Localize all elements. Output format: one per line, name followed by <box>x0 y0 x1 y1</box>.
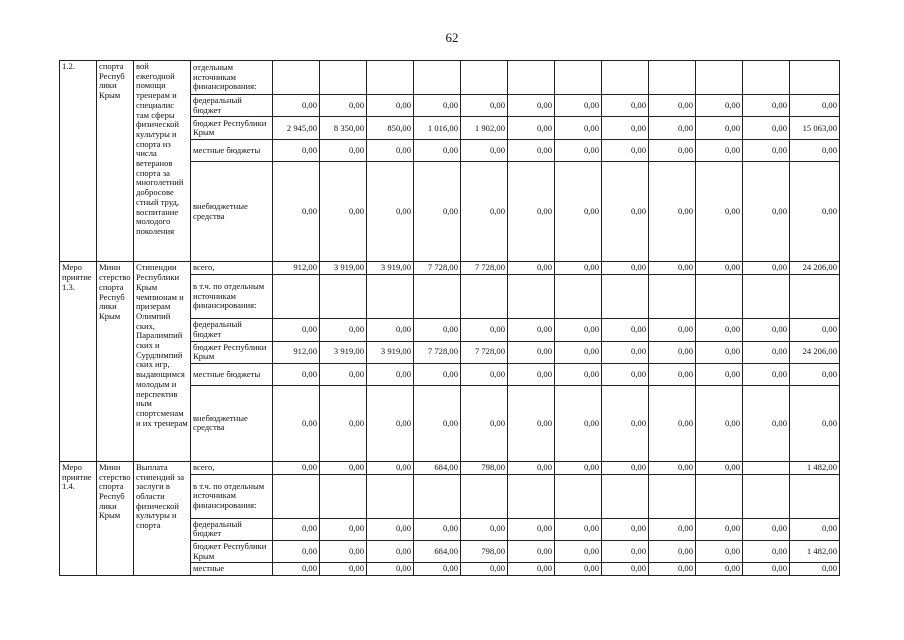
amount-cell: 0,00 <box>696 385 743 461</box>
amount-cell <box>743 474 790 518</box>
section-code: Меро приятие 1.3. <box>60 262 97 462</box>
amount-cell: 684,00 <box>414 541 461 563</box>
amount-cell: 0,00 <box>414 140 461 162</box>
amount-cell: 2 945,00 <box>273 117 320 140</box>
amount-cell: 0,00 <box>367 363 414 385</box>
amount-cell: 0,00 <box>461 140 508 162</box>
amount-cell: 0,00 <box>273 563 320 576</box>
amount-cell: 0,00 <box>649 461 696 474</box>
amount-cell: 0,00 <box>743 341 790 363</box>
section-description: Выплата стипендий за заслуги в области физической культуры и спорта <box>134 461 191 575</box>
amount-cell <box>461 474 508 518</box>
amount-cell <box>555 275 602 319</box>
amount-cell: 0,00 <box>696 518 743 540</box>
amount-cell: 0,00 <box>461 385 508 461</box>
amount-cell: 0,00 <box>320 518 367 540</box>
amount-cell: 0,00 <box>461 518 508 540</box>
amount-cell: 0,00 <box>743 541 790 563</box>
funding-source-label: бюджет Республики Крым <box>191 341 273 363</box>
amount-cell: 0,00 <box>649 95 696 117</box>
amount-cell: 0,00 <box>508 363 555 385</box>
amount-cell: 0,00 <box>320 385 367 461</box>
amount-cell: 0,00 <box>414 363 461 385</box>
amount-cell: 0,00 <box>320 319 367 341</box>
amount-cell: 0,00 <box>273 385 320 461</box>
amount-cell <box>555 61 602 95</box>
amount-cell: 684,00 <box>414 461 461 474</box>
amount-cell: 0,00 <box>649 518 696 540</box>
amount-cell <box>414 61 461 95</box>
amount-cell: 0,00 <box>602 319 649 341</box>
funding-source-label: местные бюджеты <box>191 140 273 162</box>
amount-cell <box>414 275 461 319</box>
amount-cell: 0,00 <box>602 162 649 262</box>
section-executor: Мини стерство спорта Респуб лики Крым <box>97 262 134 462</box>
amount-cell: 0,00 <box>508 518 555 540</box>
section-description: вой ежегодной помощи тренерам и специалис там сферы физической культуры и спорта из числа ветеранов спорта за многолетний добросове стный труд, воспитание молодого поколения <box>134 61 191 262</box>
amount-cell <box>790 61 840 95</box>
funding-source-label: внебюджетные средства <box>191 385 273 461</box>
amount-cell: 1 016,00 <box>414 117 461 140</box>
amount-cell: 3 919,00 <box>320 341 367 363</box>
amount-cell: 0,00 <box>367 461 414 474</box>
amount-cell: 0,00 <box>508 461 555 474</box>
amount-cell: 1 902,00 <box>461 117 508 140</box>
amount-cell <box>320 275 367 319</box>
amount-cell: 0,00 <box>696 262 743 275</box>
amount-cell: 0,00 <box>743 363 790 385</box>
funding-source-label: федеральный бюджет <box>191 95 273 117</box>
amount-cell <box>273 61 320 95</box>
amount-cell: 0,00 <box>508 117 555 140</box>
amount-cell: 0,00 <box>555 341 602 363</box>
amount-cell: 0,00 <box>508 319 555 341</box>
amount-cell <box>555 474 602 518</box>
amount-cell: 0,00 <box>696 363 743 385</box>
amount-cell <box>649 275 696 319</box>
section-code: 1.2. <box>60 61 97 262</box>
amount-cell: 0,00 <box>602 341 649 363</box>
amount-cell: 0,00 <box>743 319 790 341</box>
amount-cell: 0,00 <box>555 162 602 262</box>
amount-cell: 0,00 <box>555 363 602 385</box>
funding-source-label: всего, <box>191 461 273 474</box>
amount-cell <box>414 474 461 518</box>
amount-cell: 0,00 <box>273 319 320 341</box>
amount-cell <box>790 275 840 319</box>
amount-cell: 912,00 <box>273 262 320 275</box>
amount-cell: 15 063,00 <box>790 117 840 140</box>
amount-cell: 0,00 <box>555 95 602 117</box>
amount-cell: 0,00 <box>602 363 649 385</box>
amount-cell: 0,00 <box>508 140 555 162</box>
amount-cell: 912,00 <box>273 341 320 363</box>
amount-cell: 0,00 <box>602 117 649 140</box>
funding-source-label: федеральный бюджет <box>191 518 273 540</box>
amount-cell: 0,00 <box>320 162 367 262</box>
section-executor: Мини стерство спорта Респуб лики Крым <box>97 461 134 575</box>
amount-cell: 0,00 <box>790 95 840 117</box>
amount-cell: 798,00 <box>461 461 508 474</box>
amount-cell <box>602 275 649 319</box>
amount-cell <box>508 474 555 518</box>
amount-cell <box>461 61 508 95</box>
amount-cell: 0,00 <box>320 95 367 117</box>
amount-cell: 0,00 <box>367 140 414 162</box>
table-row <box>60 262 840 275</box>
budget-table-body <box>60 61 840 576</box>
amount-cell: 0,00 <box>367 319 414 341</box>
amount-cell: 0,00 <box>414 319 461 341</box>
amount-cell: 0,00 <box>649 363 696 385</box>
amount-cell: 0,00 <box>461 563 508 576</box>
amount-cell: 0,00 <box>696 162 743 262</box>
amount-cell: 1 482,00 <box>790 461 840 474</box>
amount-cell <box>461 275 508 319</box>
amount-cell: 0,00 <box>743 162 790 262</box>
amount-cell <box>273 275 320 319</box>
amount-cell: 7 728,00 <box>461 341 508 363</box>
amount-cell: 0,00 <box>320 461 367 474</box>
amount-cell: 0,00 <box>461 95 508 117</box>
amount-cell: 0,00 <box>649 262 696 275</box>
amount-cell: 0,00 <box>461 319 508 341</box>
amount-cell: 0,00 <box>273 363 320 385</box>
funding-source-label: в т.ч. по отдельным источникам финансирования: <box>191 474 273 518</box>
funding-source-label: в т.ч. по отдельным источникам финансирования: <box>191 275 273 319</box>
amount-cell: 0,00 <box>273 541 320 563</box>
amount-cell: 8 350,00 <box>320 117 367 140</box>
amount-cell: 0,00 <box>790 319 840 341</box>
amount-cell: 0,00 <box>790 563 840 576</box>
amount-cell: 0,00 <box>602 541 649 563</box>
amount-cell <box>602 474 649 518</box>
amount-cell: 0,00 <box>367 518 414 540</box>
amount-cell: 0,00 <box>743 262 790 275</box>
amount-cell <box>743 275 790 319</box>
budget-table <box>59 60 840 576</box>
amount-cell: 0,00 <box>367 95 414 117</box>
amount-cell: 0,00 <box>602 563 649 576</box>
amount-cell: 850,00 <box>367 117 414 140</box>
amount-cell: 0,00 <box>790 385 840 461</box>
amount-cell: 0,00 <box>367 385 414 461</box>
amount-cell <box>508 275 555 319</box>
amount-cell: 0,00 <box>790 162 840 262</box>
amount-cell <box>320 61 367 95</box>
amount-cell: 0,00 <box>602 140 649 162</box>
amount-cell: 0,00 <box>555 541 602 563</box>
amount-cell: 0,00 <box>367 162 414 262</box>
funding-source-label: отдельным источникам финансирования: <box>191 61 273 95</box>
amount-cell: 0,00 <box>508 162 555 262</box>
amount-cell: 0,00 <box>508 341 555 363</box>
funding-source-label: внебюджетные средства <box>191 162 273 262</box>
amount-cell <box>790 474 840 518</box>
amount-cell: 0,00 <box>696 319 743 341</box>
amount-cell: 7 728,00 <box>414 341 461 363</box>
amount-cell: 0,00 <box>602 95 649 117</box>
amount-cell: 0,00 <box>320 363 367 385</box>
amount-cell <box>649 474 696 518</box>
amount-cell: 0,00 <box>649 385 696 461</box>
amount-cell: 0,00 <box>743 117 790 140</box>
amount-cell <box>367 474 414 518</box>
amount-cell <box>696 61 743 95</box>
amount-cell <box>743 61 790 95</box>
amount-cell: 24 206,00 <box>790 262 840 275</box>
amount-cell <box>367 275 414 319</box>
page-number: 62 <box>445 30 459 45</box>
amount-cell: 0,00 <box>273 518 320 540</box>
funding-source-label: всего, <box>191 262 273 275</box>
amount-cell: 0,00 <box>696 563 743 576</box>
amount-cell: 0,00 <box>414 518 461 540</box>
amount-cell: 0,00 <box>649 162 696 262</box>
amount-cell: 0,00 <box>555 563 602 576</box>
amount-cell: 0,00 <box>743 563 790 576</box>
amount-cell: 0,00 <box>696 541 743 563</box>
amount-cell: 0,00 <box>273 140 320 162</box>
amount-cell: 3 919,00 <box>320 262 367 275</box>
amount-cell: 0,00 <box>555 385 602 461</box>
amount-cell: 0,00 <box>367 563 414 576</box>
funding-source-label: местные <box>191 563 273 576</box>
amount-cell: 0,00 <box>273 95 320 117</box>
amount-cell: 0,00 <box>696 117 743 140</box>
amount-cell: 0,00 <box>555 518 602 540</box>
amount-cell: 0,00 <box>414 95 461 117</box>
amount-cell: 0,00 <box>649 563 696 576</box>
table-row <box>60 61 840 95</box>
amount-cell: 0,00 <box>414 563 461 576</box>
amount-cell: 0,00 <box>508 262 555 275</box>
amount-cell: 0,00 <box>790 518 840 540</box>
amount-cell: 0,00 <box>461 363 508 385</box>
amount-cell: 0,00 <box>696 341 743 363</box>
amount-cell: 0,00 <box>320 541 367 563</box>
amount-cell: 0,00 <box>696 140 743 162</box>
amount-cell: 0,00 <box>743 385 790 461</box>
amount-cell: 0,00 <box>508 95 555 117</box>
amount-cell: 0,00 <box>320 140 367 162</box>
amount-cell: 0,00 <box>555 140 602 162</box>
amount-cell <box>696 275 743 319</box>
amount-cell: 0,00 <box>649 541 696 563</box>
amount-cell: 0,00 <box>508 563 555 576</box>
amount-cell: 0,00 <box>555 117 602 140</box>
amount-cell: 0,00 <box>508 385 555 461</box>
amount-cell: 0,00 <box>414 385 461 461</box>
section-executor: спорта Респуб лики Крым <box>97 61 134 262</box>
amount-cell: 0,00 <box>273 461 320 474</box>
table-row <box>60 461 840 474</box>
funding-source-label: бюджет Республики Крым <box>191 117 273 140</box>
amount-cell: 0,00 <box>696 461 743 474</box>
amount-cell: 0,00 <box>649 341 696 363</box>
amount-cell: 7 728,00 <box>414 262 461 275</box>
amount-cell: 0,00 <box>367 541 414 563</box>
amount-cell: 0,00 <box>508 541 555 563</box>
amount-cell <box>320 474 367 518</box>
amount-cell: 0,00 <box>461 162 508 262</box>
amount-cell <box>602 61 649 95</box>
amount-cell: 0,00 <box>790 363 840 385</box>
amount-cell <box>367 61 414 95</box>
amount-cell: 798,00 <box>461 541 508 563</box>
amount-cell <box>649 61 696 95</box>
amount-cell: 0,00 <box>743 95 790 117</box>
section-description: Стипендии Республики Крым чемпионам и призерам Олимпий ских, Паралимпий ских и Сурдлимпий ских игр, выдающимся молодым и перспектив ным спортсменам и их тренерам <box>134 262 191 462</box>
amount-cell: 3 919,00 <box>367 341 414 363</box>
amount-cell: 0,00 <box>602 461 649 474</box>
amount-cell <box>696 474 743 518</box>
amount-cell: 0,00 <box>743 140 790 162</box>
amount-cell: 24 206,00 <box>790 341 840 363</box>
section-code: Меро приятие 1.4. <box>60 461 97 575</box>
amount-cell: 0,00 <box>273 162 320 262</box>
amount-cell: 0,00 <box>414 162 461 262</box>
amount-cell: 0,00 <box>743 518 790 540</box>
amount-cell: 0,00 <box>602 518 649 540</box>
funding-source-label: бюджет Республики Крым <box>191 541 273 563</box>
amount-cell: 0,00 <box>696 95 743 117</box>
amount-cell: 0,00 <box>602 385 649 461</box>
funding-source-label: федеральный бюджет <box>191 319 273 341</box>
amount-cell <box>273 474 320 518</box>
amount-cell: 7 728,00 <box>461 262 508 275</box>
amount-cell: 0,00 <box>602 262 649 275</box>
funding-source-label: местные бюджеты <box>191 363 273 385</box>
amount-cell: 0,00 <box>649 117 696 140</box>
amount-cell: 0,00 <box>555 262 602 275</box>
amount-cell: 1 482,00 <box>790 541 840 563</box>
amount-cell: 0,00 <box>555 319 602 341</box>
amount-cell: 0,00 <box>555 461 602 474</box>
amount-cell: 0,00 <box>790 140 840 162</box>
amount-cell: 0,00 <box>649 140 696 162</box>
amount-cell: 0,00 <box>649 319 696 341</box>
amount-cell: 3 919,00 <box>367 262 414 275</box>
amount-cell <box>508 61 555 95</box>
amount-cell: 0,00 <box>320 563 367 576</box>
amount-cell <box>743 461 790 474</box>
